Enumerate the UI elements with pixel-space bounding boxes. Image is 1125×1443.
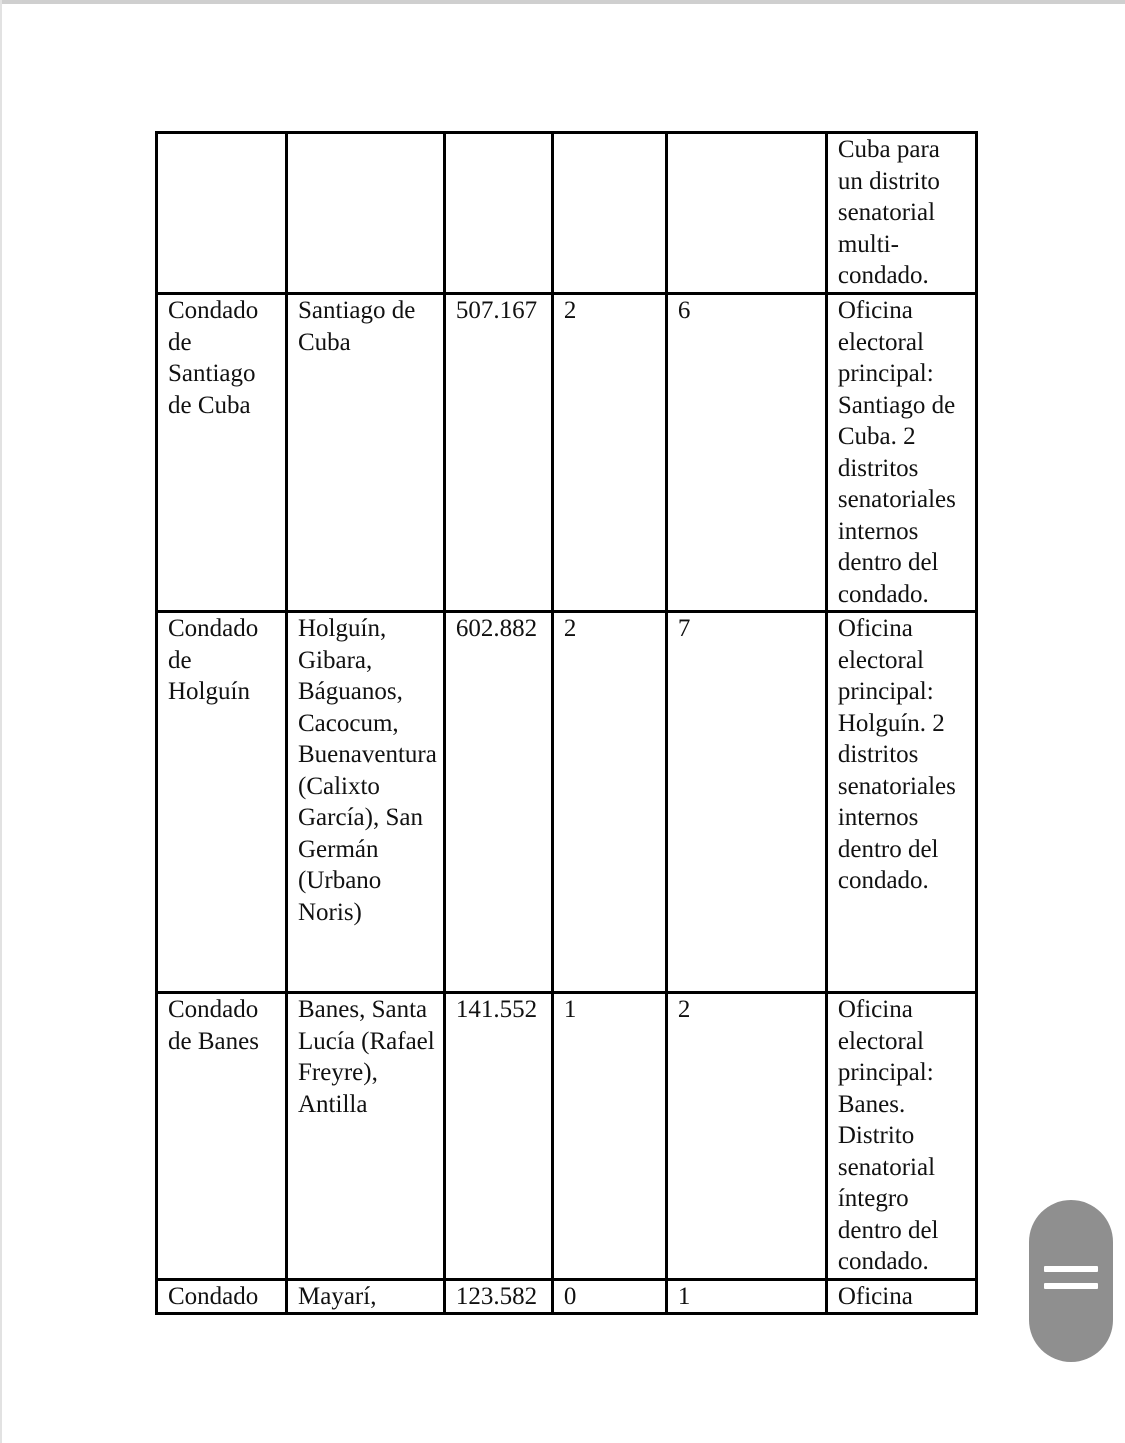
county-cell: Condado de Banes (157, 993, 287, 1280)
senators-cell (552, 133, 666, 294)
table-row (157, 1279, 977, 1314)
population-cell: 602.882 (444, 612, 552, 993)
table-row (157, 993, 977, 1280)
notes-cell: Cuba para un distrito senatorial multi-condado. (826, 133, 976, 294)
handle-bar (1044, 1266, 1098, 1272)
notes-cell: Oficina electoral principal: Holguín. 2 distritos senatoriales internos dentro del condado. (826, 612, 976, 993)
notes-cell: Oficina electoral principal: Santiago de Cuba. 2 distritos senatoriales internos dentro del condado. (826, 294, 976, 612)
notes-cell: Oficina electoral principal: Banes. Distrito senatorial íntegro dentro del condado. (826, 993, 976, 1280)
scroll-handle[interactable] (1029, 1200, 1113, 1362)
municipalities-cell: Banes, Santa Lucía (Rafael Freyre), Antilla (287, 993, 445, 1280)
representatives-cell: 7 (666, 612, 826, 993)
notes-cell: Oficina (826, 1279, 976, 1314)
population-cell: 141.552 (444, 993, 552, 1280)
county-cell: Condado (157, 1279, 287, 1314)
county-table (155, 131, 978, 1315)
top-divider (0, 0, 1125, 4)
senators-cell: 2 (552, 294, 666, 612)
senators-cell: 1 (552, 993, 666, 1280)
handle-bar (1044, 1283, 1098, 1289)
representatives-cell (666, 133, 826, 294)
representatives-cell: 6 (666, 294, 826, 612)
table-row (157, 612, 977, 993)
table-row (157, 294, 977, 612)
senators-cell: 0 (552, 1279, 666, 1314)
table-row (157, 133, 977, 294)
county-cell: Condado de Santiago de Cuba (157, 294, 287, 612)
left-divider (0, 0, 2, 1443)
municipalities-cell (287, 133, 445, 294)
municipalities-cell: Santiago de Cuba (287, 294, 445, 612)
municipalities-cell: Mayarí, (287, 1279, 445, 1314)
population-cell (444, 133, 552, 294)
population-cell: 123.582 (444, 1279, 552, 1314)
county-cell (157, 133, 287, 294)
representatives-cell: 2 (666, 993, 826, 1280)
representatives-cell: 1 (666, 1279, 826, 1314)
county-cell: Condado de Holguín (157, 612, 287, 993)
population-cell: 507.167 (444, 294, 552, 612)
senators-cell: 2 (552, 612, 666, 993)
municipalities-cell: Holguín, Gibara, Báguanos, Cacocum, Buenaventura (Calixto García), San Germán (Urbano Noris) (287, 612, 445, 993)
